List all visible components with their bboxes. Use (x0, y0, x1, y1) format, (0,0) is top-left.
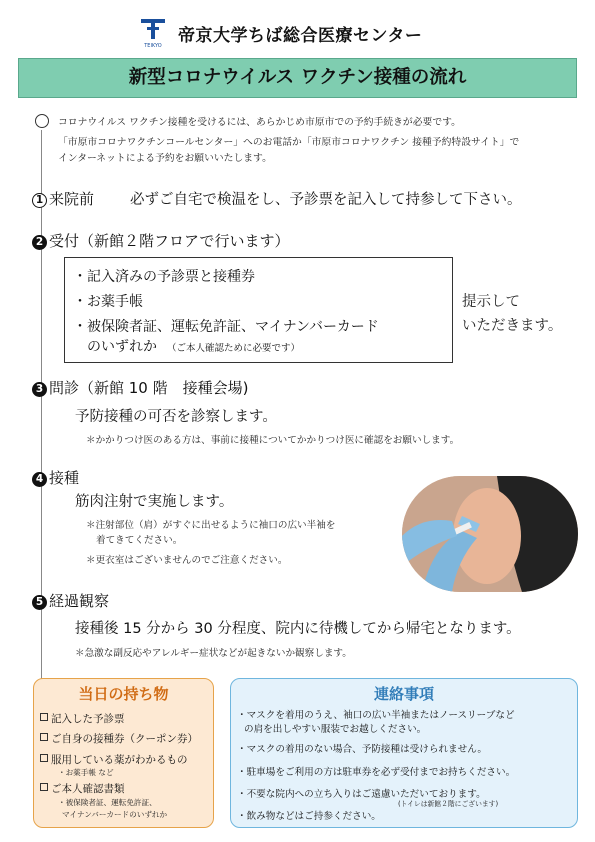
notice-line: ・飲み物などはご持参ください。 (237, 811, 381, 822)
checkbox-icon (40, 733, 48, 741)
step-1-text: 必ずご自宅で検温をし、予診票を記入して持参して下さい。 (130, 192, 522, 208)
notice-line: ・マスクを着用のうえ、袖口の広い半袖またはノースリーブなど (237, 710, 515, 721)
logo-text: TEIKYO (144, 43, 162, 49)
bring-subitem: ・お薬手帳 など (58, 768, 114, 777)
step-4-note: ＊更衣室はございませんのでご注意ください。 (86, 555, 288, 566)
notice-line: ・不要な院内への立ち入りはご遠慮いただいております。 (237, 789, 486, 800)
step-4-note: 着てきてください。 (96, 535, 183, 546)
bring-item: 服用している薬がわかるもの (40, 752, 188, 767)
notice-line: の肩を出しやすい服装でお越しください。 (244, 724, 427, 735)
hospital-name: 帝京大学ちば総合医療センター (178, 26, 423, 46)
step-title: 問診（新館 10 階 接種会場) (49, 379, 249, 397)
step-number: 5 (32, 595, 47, 610)
hospital-logo (138, 15, 168, 49)
bring-item: 記入した予診票 (40, 711, 125, 726)
step-5-text: 接種後 15 分から 30 分程度、院内に待機してから帰宅となります。 (75, 621, 521, 637)
step-3-note: ＊かかりつけ医のある方は、事前に接種についてかかりつけ医に確認をお願いします。 (86, 435, 460, 446)
step-5-heading (32, 590, 109, 611)
step-number: 3 (32, 382, 47, 397)
bring-items-title: 当日の持ち物 (78, 685, 169, 703)
step-number: 4 (32, 472, 47, 487)
bring-subitem: マイナンバーカードのいずれか (62, 810, 168, 819)
document-item: ・お薬手帳 (73, 294, 143, 310)
page-title: 新型コロナウイルス ワクチン接種の流れ (128, 67, 467, 88)
vaccination-photo (402, 476, 578, 592)
step-number: 1 (32, 193, 47, 208)
intro-line: 「市原市コロナワクチンコールセンター」へのお電話か「市原市コロナワクチン 接種予約特設サイト」で (58, 137, 520, 148)
intro-line: インターネットによる予約をお願いいたします。 (58, 153, 272, 164)
step-5-note: ＊急激な副反応やアレルギー症状などが起きないか観察します。 (75, 648, 352, 659)
step-title: 受付（新館２階フロアで行います） (49, 232, 290, 250)
step-4-note: ＊注射部位（肩）がすぐに出せるように袖口の広い半袖を (86, 520, 336, 531)
step-3-heading (32, 377, 248, 398)
bring-subitem: ・被保険者証、運転免許証、 (58, 798, 157, 807)
present-text-2: いただきます。 (462, 318, 563, 334)
notice-title: 連絡事項 (373, 685, 434, 703)
step-4-text: 筋肉注射で実施します。 (75, 494, 234, 510)
intro-line: コロナウイルス ワクチン接種を受けるには、あらかじめ市原市での予約手続きが必要です。 (58, 117, 461, 128)
notice-line: ・駐車場をご利用の方は駐車券を必ず受付までお持ちください。 (237, 767, 516, 778)
checkbox-icon (40, 754, 48, 762)
present-text-1: 提示して (462, 294, 520, 310)
bring-item: ご自身の接種券（クーポン券） (40, 731, 198, 746)
step-number: 2 (32, 235, 47, 250)
document-item: ・記入済みの予診票と接種券 (73, 269, 255, 285)
step-title: 経過観察 (49, 592, 110, 610)
step-4-heading (32, 467, 79, 488)
document-item-cont: のいずれか （ご本人確認ために必要です） (87, 339, 301, 355)
checkbox-icon (40, 713, 48, 721)
notice-line: ・マスクの着用のない場合、予防接種は受けられません。 (237, 744, 488, 755)
timeline-start-circle (35, 114, 49, 128)
notice-small-note: (トイレは新館２階にございます) (398, 800, 499, 808)
step-1-heading (32, 188, 94, 209)
step-title: 接種 (49, 469, 80, 487)
title-banner (18, 58, 577, 98)
checkbox-icon (40, 783, 48, 791)
document-item: ・被保険者証、運転免許証、マイナンバーカード (73, 319, 379, 335)
step-3-text: 予防接種の可否を診察します。 (75, 409, 277, 425)
step-title: 来院前 (49, 190, 95, 208)
step-2-heading (32, 230, 289, 251)
document-item-note: （ご本人確認ために必要です） (167, 343, 301, 354)
bring-item: ご本人確認書類 (40, 781, 125, 796)
